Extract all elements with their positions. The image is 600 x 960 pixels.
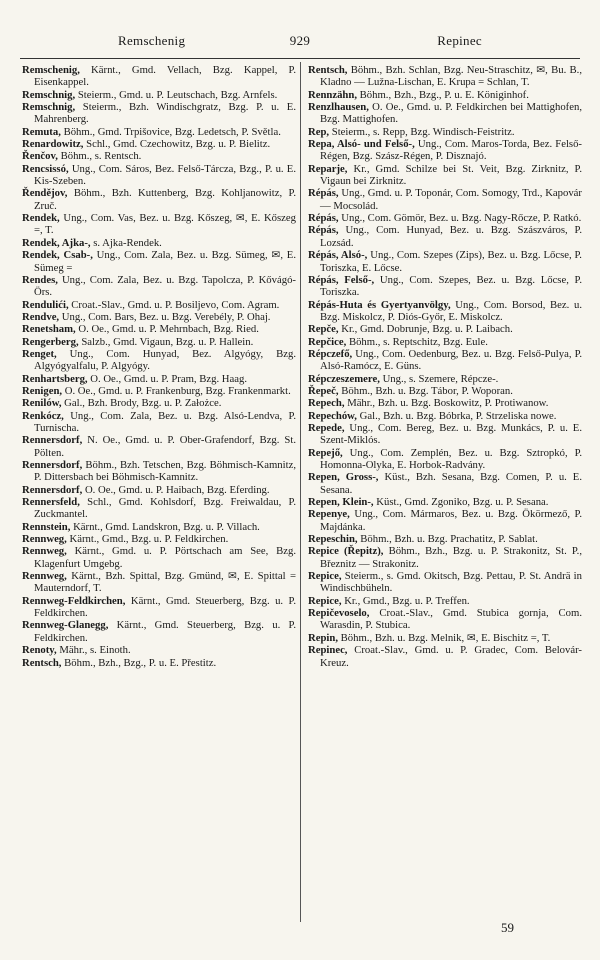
entry-headword: Repice, [308, 570, 342, 583]
entry-details: Ung., Com. Szepes (Zips), Bez. u. Bzg. Lőcse, P. Toriszka, E. Lőcse. [320, 249, 582, 274]
gazetteer-entry [308, 632, 582, 644]
entry-details: Ung., s. Szemere, Répcze-. [379, 372, 499, 385]
gazetteer-entry [308, 410, 582, 422]
gazetteer-entry [22, 138, 296, 150]
entry-details: Böhm., Gmd. Trpišovice, Bzg. Ledetsch, P. Světla. [60, 125, 281, 138]
gazetteer-entry [22, 410, 296, 435]
page-number: 929 [289, 33, 311, 48]
gazetteer-entry [22, 323, 296, 335]
entry-headword: Repa, Alsó- und Felső-, [308, 138, 415, 151]
entry-details: Ung., Gmd. u. P. Toponár, Com. Somogy, Trd., Kapovár — Mocsolád. [320, 187, 582, 212]
entry-details: Gal., Bzh. Brody, Bzg. u. P. Założce. [61, 397, 222, 410]
gazetteer-entry [22, 397, 296, 409]
entry-details: Böhm., Bzh., Bzg. u. P. Strakonitz, St. P., Březnitz — Strakonitz. [320, 545, 582, 570]
entry-details: Mähr., Bzh. u. Bzg. Boskowitz, P. Protiwanow. [344, 397, 549, 410]
gazetteer-entry [308, 336, 582, 348]
gazetteer-entry [22, 484, 296, 496]
entry-details: Böhm., Bzh. u. Bzg. Prachatitz, P. Sablat. [357, 533, 538, 546]
entry-headword: Repen, Klein-, [308, 496, 374, 509]
gazetteer-entry [308, 348, 582, 373]
gazetteer-entry [22, 644, 296, 656]
gazetteer-entry [308, 224, 582, 249]
entry-headword: Řendějov, [22, 187, 68, 200]
entry-headword: Renhartsberg, [22, 372, 88, 385]
left-column [22, 64, 296, 669]
entry-headword: Rennersdorf, [22, 483, 83, 496]
gazetteer-entry [308, 101, 582, 126]
entry-headword: Rennweg, [22, 533, 67, 546]
gazetteer-entry [22, 595, 296, 620]
entry-details: Kärnt., Gmd. Landskron, Bzg. u. P. Villach. [70, 520, 260, 533]
entry-headword: Rennweg, [22, 570, 67, 583]
entry-headword: Renget, [22, 347, 57, 360]
entry-details: O. Oe., Gmd. u. P. Haibach, Bzg. Eferding. [82, 483, 270, 496]
gazetteer-entry [22, 336, 296, 348]
entry-headword: Répás-Huta és Gyertyanvölgy, [308, 298, 451, 311]
entry-headword: Remuta, [22, 125, 61, 138]
column-divider [300, 62, 301, 922]
entry-details: Steierm., Bzh. Windischgratz, Bzg. P. u. E. Mahrenberg. [34, 101, 296, 126]
entry-headword: Rennzähn, [308, 88, 357, 101]
entry-headword: Repen, Gross-, [308, 471, 379, 484]
gazetteer-entry [308, 385, 582, 397]
entry-headword: Répás, Alsó-, [308, 249, 368, 262]
entry-headword: Répás, [308, 187, 339, 200]
gazetteer-entry [308, 89, 582, 101]
gazetteer-entry [308, 496, 582, 508]
entry-headword: Renigen, [22, 384, 63, 397]
entry-headword: Repede, [308, 421, 345, 434]
entry-details: Kärnt., Bzh. Spittal, Bzg. Gmünd, ✉, E. Spittal = Mauterndorf, T. [34, 570, 296, 595]
entry-headword: Rennersdorf, [22, 459, 83, 471]
entry-details: s. Ajka-Rendek. [90, 236, 162, 249]
entry-headword: Repechów, [308, 409, 357, 422]
entry-headword: Rennweg-Glanegg, [22, 619, 109, 632]
entry-details: Croat.-Slav., Gmd. Stubica gornja, Com. Warasdin, P. Stubica. [320, 607, 582, 632]
entry-details: O. Oe., Gmd. u. P. Pram, Bzg. Haag. [87, 372, 248, 385]
entry-details: N. Oe., Gmd. u. P. Ober-Grafendorf, Bzg. St. Pölten. [34, 434, 296, 459]
gazetteer-entry [22, 570, 296, 595]
entry-headword: Repčice, [308, 335, 347, 348]
entry-headword: Rennweg, [22, 545, 67, 558]
entry-headword: Renilów, [22, 397, 62, 410]
entry-details: O. Oe., Gmd. u. P. Frankenburg, Bzg. Frankenmarkt. [62, 384, 291, 397]
gazetteer-entry [308, 126, 582, 138]
entry-details: Ung., Com. Szepes, Bez. u. Bzg. Lőcse, P. Toriszka. [320, 273, 582, 299]
gazetteer-entry [308, 570, 582, 595]
entry-details: Ung., Com. Mármaros, Bez. u. Bzg. Ökörmező, P. Majdánka. [320, 508, 582, 533]
entry-headword: Reparje, [308, 162, 348, 175]
gazetteer-entry [308, 138, 582, 163]
gazetteer-entry [22, 163, 296, 188]
gazetteer-entry [22, 299, 296, 311]
entry-details: Ung., Com. Hunyad, Bez. Algyógy, Bzg. Algyógyalfalu, P. Algyógy. [34, 347, 296, 373]
entry-details: Croat.-Slav., Gmd. u. P. Gradec, Com. Belovár-Kreuz. [320, 644, 582, 669]
gazetteer-entry [22, 459, 296, 484]
entry-headword: Rennersfeld, [22, 496, 80, 509]
entry-headword: Rendek, [22, 212, 60, 225]
entry-details: Böhm., Bzh. Tetschen, Bzg. Böhmisch-Kamnitz, P. Dittersbach bei Böhmisch-Kamnitz. [34, 459, 296, 484]
entry-details: Kr., Gmd., Bzg. u. P. Treffen. [341, 594, 470, 607]
gazetteer-entry [22, 249, 296, 274]
gazetteer-entry [308, 163, 582, 188]
header-rule [20, 58, 580, 59]
entry-headword: Rengerberg, [22, 335, 79, 348]
running-header [22, 30, 578, 52]
entry-details: Ung., Com. Zala, Bez. u. Bzg. Sümeg, ✉, E. Sümeg = [34, 249, 296, 274]
entry-details: Kr., Gmd. Schilze bei St. Veit, Bzg. Zirknitz, P. Vigaun bei Zirknitz. [320, 162, 582, 188]
gazetteer-entry [308, 644, 582, 669]
gazetteer-entry [308, 274, 582, 299]
entry-headword: Rendve, [22, 310, 60, 323]
entry-details: Ung., Com. Gömör, Bez. u. Bzg. Nagy-Rőcze, P. Ratkó. [338, 212, 582, 225]
entry-headword: Répczeszemere, [308, 372, 380, 385]
entry-headword: Rentsch, [308, 64, 348, 76]
entry-details: Böhm., Bzh. u. Bzg. Tábor, P. Woporan. [338, 384, 513, 397]
entry-headword: Rennersdorf, [22, 434, 83, 447]
gazetteer-entry [22, 101, 296, 126]
gazetteer-entry [22, 496, 296, 521]
entry-details: Steierm., s. Gmd. Okitsch, Bzg. Pettau, P. St. Andrä in Windischbüheln. [320, 570, 582, 595]
gazetteer-entry [308, 187, 582, 212]
entry-details: Ung., Com. Maros-Torda, Bez. Felső-Régen, Bzg. Szász-Régen, P. Disznajó. [320, 138, 582, 163]
gazetteer-entry [22, 348, 296, 373]
entry-details: O. Oe., Gmd. u. P. Mehrnbach, Bzg. Ried. [75, 323, 259, 336]
entry-details: Böhm., Bzh., Bzg., P. u. E. Přestitz. [61, 656, 217, 669]
gazetteer-entry [22, 545, 296, 570]
gazetteer-entry [308, 323, 582, 335]
gazetteer-entry [308, 447, 582, 472]
entry-headword: Renzlhausen, [308, 101, 369, 114]
entry-headword: Repin, [308, 631, 338, 644]
entry-details: Steierm., s. Repp, Bzg. Windisch-Feistritz. [329, 125, 515, 138]
entry-details: Kärnt., Gmd. Steuerberg, Bzg. u. P. Feldkirchen. [34, 594, 296, 620]
gazetteer-entry [308, 212, 582, 224]
entry-details: Küst., Gmd. Zgoniko, Bzg. u. P. Sesana. [373, 496, 549, 509]
entry-headword: Rentsch, [22, 656, 62, 669]
gazetteer-entry [22, 126, 296, 138]
entry-headword: Rep, [308, 125, 330, 138]
entry-headword: Répás, [308, 212, 339, 225]
entry-details: Küst., Bzh. Sesana, Bzg. Comen, P. u. E. Sesana. [320, 471, 582, 496]
entry-details: Schl., Gmd. Czechowitz, Bzg. u. P. Bielitz. [83, 138, 271, 151]
entry-details: Ung., Com. Vas, Bez. u. Bzg. Kőszeg, ✉, E. Kőszeg =, T. [34, 212, 296, 237]
gazetteer-entry [308, 373, 582, 385]
entry-details: Salzb., Gmd. Vigaun, Bzg. u. P. Hallein. [78, 335, 254, 348]
entry-details: Böhm., Bzh. u. Bzg. Melnik, ✉, E. Bischitz =, T. [338, 631, 551, 644]
entry-details: Kärnt., Gmd., Bzg. u. P. Feldkirchen. [66, 533, 229, 546]
entry-details: Gal., Bzh. u. Bzg. Bóbrka, P. Strzeliska nowe. [356, 409, 557, 422]
entry-details: Ung., Com. Borsod, Bez. u. Bzg. Miskolcz, P. Diós-Győr, E. Miskolcz. [320, 298, 582, 323]
gazetteer-entry [308, 508, 582, 533]
entry-details: Kärnt., Gmd. u. P. Pörtschach am See, Bzg. Klagenfurt Umgebg. [34, 545, 296, 570]
entry-headword: Renkócz, [22, 409, 64, 422]
header-left-word: Remschenig [118, 33, 186, 48]
entry-headword: Répás, Felső-, [308, 273, 375, 286]
gazetteer-entry [308, 397, 582, 409]
gazetteer-entry [308, 422, 582, 447]
gazetteer-entry [22, 187, 296, 212]
right-column [308, 64, 582, 669]
gazetteer-entry [308, 545, 582, 570]
entry-details: Böhm., s. Reptschitz, Bzg. Eule. [346, 335, 488, 348]
gazetteer-entry [308, 607, 582, 632]
entry-details: Ung., Com. Sáros, Bez. Felső-Tárcza, Bzg., P. u. E. Kis-Szeben. [34, 162, 296, 188]
gazetteer-entry [22, 373, 296, 385]
entry-headword: Rencsissó, [22, 162, 69, 175]
gazetteer-entry [22, 274, 296, 299]
gazetteer-entry [22, 434, 296, 459]
gazetteer-entry [22, 533, 296, 545]
entry-headword: Renardowitz, [22, 138, 84, 151]
entry-headword: Repice (Řepitz), [308, 545, 384, 558]
entry-headword: Rendek, Ajka-, [22, 236, 91, 249]
entry-details: Böhm., Bzh. Schlan, Bzg. Neu-Straschitz, ✉, Bu. B., Kladno — Lužna-Lischan, E. Krupa = Schlan, T. [320, 64, 582, 89]
entry-headword: Remschnig, [22, 101, 76, 114]
entry-headword: Rennweg-Feldkirchen, [22, 594, 126, 607]
entry-headword: Repeschin, [308, 533, 358, 546]
gazetteer-entry [22, 150, 296, 162]
gazetteer-entry [22, 657, 296, 669]
entry-headword: Repejő, [308, 446, 343, 459]
entry-headword: Repče, [308, 323, 339, 336]
gazetteer-entry [22, 521, 296, 533]
entry-headword: Repech, [308, 397, 345, 410]
gazetteer-entry [22, 619, 296, 644]
entry-headword: Remschenig, [22, 64, 80, 76]
entry-details: Ung., Com. Zala, Bez. u. Bzg. Alsó-Lendva, P. Turnischa. [34, 409, 296, 434]
entry-details: Böhm., Bzh. Kuttenberg, Bzg. Kohljanowitz, P. Zruč. [34, 187, 296, 212]
gazetteer-entry [308, 64, 582, 89]
entry-details: Ung., Com. Hunyad, Bez. u. Bzg. Szászváros, P. Lozsád. [320, 224, 582, 249]
entry-headword: Rendek, Csab-, [22, 249, 93, 262]
entry-details: Steierm., Gmd. u. P. Leutschach, Bzg. Arnfels. [75, 88, 278, 101]
gazetteer-entry [308, 595, 582, 607]
entry-headword: Repenye, [308, 508, 350, 521]
entry-details: Mähr., s. Einoth. [56, 644, 131, 657]
entry-headword: Remschnig, [22, 88, 76, 101]
entry-details: Croat.-Slav., Gmd. u. P. Bosiljevo, Com. Agram. [68, 298, 280, 311]
header-right-word: Repinec [437, 33, 482, 48]
gazetteer-entry [308, 299, 582, 324]
gazetteer-entry [22, 385, 296, 397]
entry-details: O. Oe., Gmd. u. P. Feldkirchen bei Mattighofen, Bzg. Mattighofen. [320, 101, 582, 126]
entry-headword: Repice, [308, 594, 342, 607]
gazetteer-entry [308, 249, 582, 274]
entry-headword: Řepeč, [308, 384, 339, 397]
entry-details: Ung., Com. Zala, Bez. u. Bzg. Tapolcza, P. Kővágó-Örs. [34, 273, 296, 299]
gazetteer-entry [308, 533, 582, 545]
entry-headword: Renetsham, [22, 323, 76, 336]
gazetteer-entry [22, 64, 296, 89]
entry-details: Ung., Com. Oedenburg, Bez. u. Bzg. Felső-Pulya, P. Alsó-Ramócz, E. Güns. [320, 347, 582, 373]
entry-details: Kärnt., Gmd. Steuerberg, Bzg. u. P. Feldkirchen. [34, 619, 296, 644]
entry-headword: Rendulići, [22, 298, 69, 311]
entry-headword: Rennstein, [22, 520, 71, 533]
entry-headword: Rendes, [22, 273, 58, 286]
entry-details: Ung., Com. Bereg, Bez. u. Bzg. Munkács, P. u. E. Szent-Miklós. [320, 421, 582, 447]
entry-details: Ung., Com. Bars, Bez. u. Bzg. Verebély, P. Ohaj. [59, 310, 271, 323]
entry-details: Böhm., s. Rentsch. [57, 150, 142, 163]
entry-headword: Renoty, [22, 644, 57, 657]
entry-details: Schl., Gmd. Kohlsdorf, Bzg. Freiwaldau, P. Zuckmantel. [34, 496, 296, 521]
entry-details: Ung., Com. Zemplén, Bez. u. Bzg. Sztropkó, P. Homonna-Olyka, E. Horbok-Radvány. [320, 446, 582, 471]
entry-details: Kärnt., Gmd. Vellach, Bzg. Kappel, P. Eisenkappel. [34, 64, 296, 89]
entry-headword: Répczefő, [308, 347, 353, 360]
entry-headword: Repinec, [308, 644, 348, 657]
sheet-number: 59 [501, 920, 514, 935]
gazetteer-entry [22, 212, 296, 237]
entry-details: Kr., Gmd. Dobrunje, Bzg. u. P. Laibach. [338, 323, 513, 336]
gazetteer-entry [22, 311, 296, 323]
entry-headword: Repičevoselo, [308, 607, 370, 620]
gazetteer-entry [22, 89, 296, 101]
entry-headword: Řenčov, [22, 150, 58, 163]
gazetteer-entry [308, 471, 582, 496]
entry-details: Böhm., Bzh., Bzg., P. u. E. Königinhof. [357, 88, 529, 101]
entry-headword: Répás, [308, 224, 339, 237]
gazetteer-entry [22, 237, 296, 249]
